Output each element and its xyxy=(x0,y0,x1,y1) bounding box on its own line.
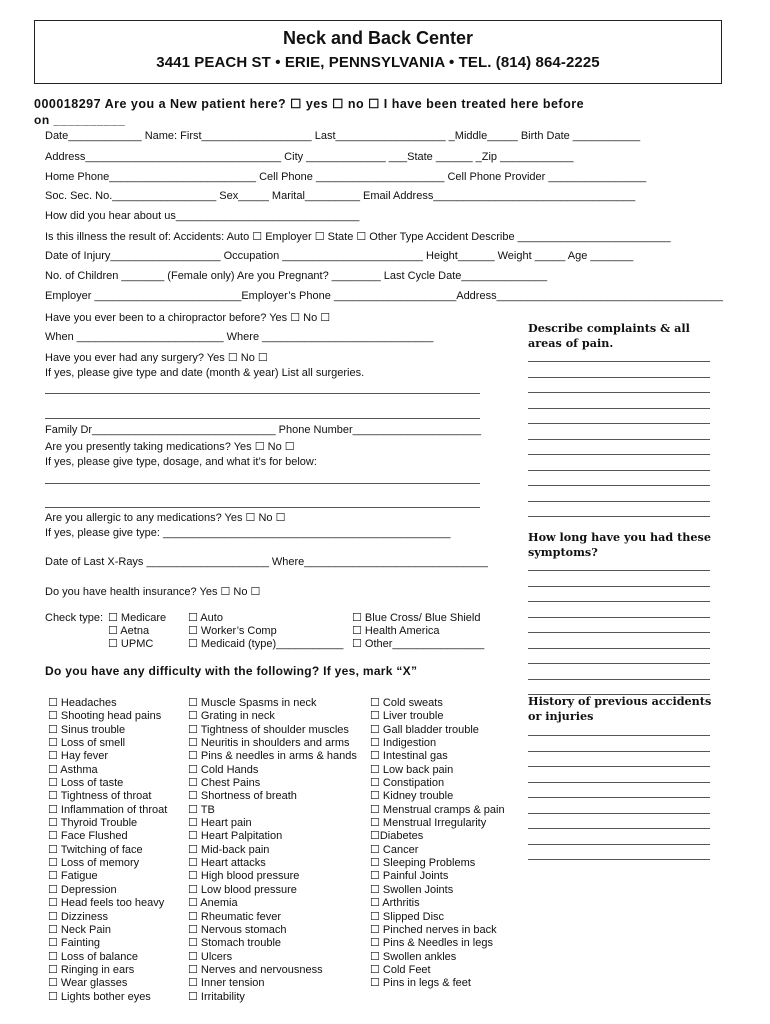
surgery-detail-line: If yes, please give type and date (month & year) List all surgeries. xyxy=(45,367,365,379)
hear-about-line[interactable]: How did you hear about us______________________________ xyxy=(45,210,360,222)
difficulty-heading: Do you have any difficulty with the following? If yes, mark “X” xyxy=(45,664,418,678)
symptom-checkbox[interactable]: ☐ Cancer xyxy=(370,843,419,856)
symptom-checkbox[interactable]: ☐ Pinched nerves in back xyxy=(370,923,497,936)
symptom-checkbox[interactable]: ☐ Liver trouble xyxy=(370,710,444,723)
blank-answer-line[interactable] xyxy=(528,632,710,633)
symptom-checkbox[interactable]: ☐ High blood pressure xyxy=(188,870,300,883)
symptom-checkbox[interactable]: ☐ Menstrual cramps & pain xyxy=(370,803,505,816)
date-name-line[interactable]: Date____________ Name: First__________________ Last__________________ _Middle_____ Birth Date ___________ xyxy=(45,130,641,142)
surgery-line[interactable]: Have you ever had any surgery? Yes ☐ No ☐ xyxy=(45,352,268,364)
symptom-checkbox[interactable]: ☐ Pins in legs & feet xyxy=(370,977,471,990)
when-where-line[interactable]: When ________________________ Where ____________________________ xyxy=(45,331,434,343)
medications-detail-line: If yes, please give type, dosage, and what it’s for below: xyxy=(45,456,317,468)
symptom-checkbox[interactable]: ☐ Pins & needles in arms & hands xyxy=(188,750,357,763)
family-dr-line[interactable]: Family Dr______________________________ Phone Number_____________________ xyxy=(45,424,482,436)
symptom-checkbox[interactable]: ☐ Sleeping Problems xyxy=(370,857,476,870)
symptom-checkbox[interactable]: ☐ Cold sweats xyxy=(370,697,443,709)
blank-answer-line[interactable] xyxy=(528,766,710,767)
insurance-line[interactable]: Do you have health insurance? Yes ☐ No ☐ xyxy=(45,586,261,598)
allergic-line[interactable]: Are you allergic to any medications? Yes ☐ No ☐ xyxy=(45,512,286,524)
blank-answer-line[interactable] xyxy=(528,516,710,517)
check-type-label: Check type: xyxy=(45,612,104,624)
symptom-checkbox[interactable]: ☐ Heart pain xyxy=(188,817,252,830)
insurance-option[interactable]: ☐ UPMC xyxy=(108,638,154,650)
injury-line[interactable]: Date of Injury__________________ Occupation _______________________ Height______ Weight _____ Age _______ xyxy=(45,250,634,262)
insurance-col-2 xyxy=(188,612,343,651)
blank-answer-line[interactable] xyxy=(528,617,710,618)
symptom-checkbox[interactable]: ☐ Intestinal gas xyxy=(370,750,448,763)
symptom-checkbox[interactable]: ☐ Slipped Disc xyxy=(370,910,445,923)
insurance-option[interactable]: ☐ Health America xyxy=(352,625,440,637)
ssn-line[interactable]: Soc. Sec. No._________________ Sex_____ Marital_________ Email Address_________________________________ xyxy=(45,190,636,202)
symptom-checkbox[interactable]: ☐ Anemia xyxy=(188,897,238,910)
children-line[interactable]: No. of Children _______ (Female only) Are you Pregnant? ________ Last Cycle Date______________ xyxy=(45,270,548,282)
insurance-col-1 xyxy=(108,612,166,651)
blank-answer-line[interactable] xyxy=(528,844,710,845)
allergic-detail-line[interactable]: If yes, please give type: _______________________________________________ xyxy=(45,527,451,539)
blank-answer-line[interactable] xyxy=(528,735,710,736)
symptoms-col-1 xyxy=(48,697,167,1004)
symptom-checkbox[interactable]: ☐ Stomach trouble xyxy=(188,937,282,950)
symptom-checkbox[interactable]: ☐ Ringing in ears xyxy=(48,963,135,976)
clinic-header xyxy=(34,20,722,84)
symptom-checkbox[interactable]: ☐ Hay fever xyxy=(48,750,108,763)
surgery-blank-2[interactable] xyxy=(45,418,480,419)
symptom-checkbox[interactable]: ☐Diabetes xyxy=(370,830,424,843)
insurance-option[interactable]: ☐ Medicaid (type)___________ xyxy=(188,638,344,650)
history-heading: History of previous accidents or injuries xyxy=(528,694,712,723)
symptom-checkbox[interactable]: ☐ Heart Palpitation xyxy=(188,830,283,843)
symptom-checkbox[interactable]: ☐ Cold Feet xyxy=(370,963,431,976)
blank-answer-line[interactable] xyxy=(528,648,710,649)
symptom-checkbox[interactable]: ☐ Constipation xyxy=(370,777,445,790)
symptom-checkbox[interactable]: ☐ Fatigue xyxy=(48,870,98,883)
address-line[interactable]: Address________________________________ City _____________ ___State ______ _Zip ____________ xyxy=(45,151,574,163)
blank-answer-line[interactable] xyxy=(528,485,710,486)
symptom-checkbox[interactable]: ☐ Heart attacks xyxy=(188,857,266,870)
symptom-checkbox[interactable]: ☐ Dizziness xyxy=(48,910,108,923)
symptom-checkbox[interactable]: ☐ Tightness of throat xyxy=(48,790,152,803)
complaints-heading: Describe complaints & all areas of pain. xyxy=(528,321,690,350)
symptom-checkbox[interactable]: ☐ Inflammation of throat xyxy=(48,803,168,816)
symptom-checkbox[interactable]: ☐ Nerves and nervousness xyxy=(188,963,323,976)
symptom-checkbox[interactable]: ☐ Inner tension xyxy=(188,977,265,990)
blank-answer-line[interactable] xyxy=(528,859,710,860)
blank-answer-line[interactable] xyxy=(528,423,710,424)
symptom-checkbox[interactable]: ☐ Swollen ankles xyxy=(370,950,457,963)
blank-answer-line[interactable] xyxy=(528,679,710,680)
symptom-checkbox[interactable]: ☐ Loss of balance xyxy=(48,950,138,963)
symptom-checkbox[interactable]: ☐ Kidney trouble xyxy=(370,790,454,803)
symptom-checkbox[interactable]: ☐ Low blood pressure xyxy=(188,883,297,896)
symptoms-col-3 xyxy=(370,697,505,991)
symptom-checkbox[interactable]: ☐ Loss of taste xyxy=(48,777,124,790)
symptom-checkbox[interactable]: ☐ Indigestion xyxy=(370,737,437,750)
symptom-checkbox[interactable]: ☐ Neck Pain xyxy=(48,923,112,936)
symptom-checkbox[interactable]: ☐ Menstrual Irregularity xyxy=(370,817,487,830)
employer-line[interactable]: Employer ________________________Employer’s Phone ____________________Address_____________________________________ xyxy=(45,290,723,302)
blank-answer-line[interactable] xyxy=(528,570,710,571)
blank-answer-line[interactable] xyxy=(528,454,710,455)
symptom-checkbox[interactable]: ☐ Loss of smell xyxy=(48,737,126,750)
symptom-checkbox[interactable]: ☐ Shortness of breath xyxy=(188,790,297,803)
insurance-option[interactable]: ☐ Medicare xyxy=(108,612,167,624)
symptom-checkbox[interactable]: ☐ Loss of memory xyxy=(48,857,140,870)
symptom-checkbox[interactable]: ☐ Chest Pains xyxy=(188,777,261,790)
symptom-checkbox[interactable]: ☐ Thyroid Trouble xyxy=(48,817,138,830)
symptom-checkbox[interactable]: ☐ Pins & Needles in legs xyxy=(370,937,493,950)
symptom-checkbox[interactable]: ☐ Painful Joints xyxy=(370,870,449,883)
symptom-checkbox[interactable]: ☐ Sinus trouble xyxy=(48,723,126,736)
symptom-checkbox[interactable]: ☐ Tightness of shoulder muscles xyxy=(188,723,349,736)
symptom-checkbox[interactable]: ☐ Nervous stomach xyxy=(188,923,287,936)
blank-answer-line[interactable] xyxy=(528,501,710,502)
medications-blank-1[interactable] xyxy=(45,483,480,484)
illness-line[interactable]: Is this illness the result of: Accidents: Auto ☐ Employer ☐ State ☐ Other Type Accident Describe _________________________ xyxy=(45,231,671,243)
symptom-checkbox[interactable]: ☐ Twitching of face xyxy=(48,843,143,856)
symptom-checkbox[interactable]: ☐ Irritability xyxy=(188,990,245,1003)
symptom-checkbox[interactable]: ☐ Head feels too heavy xyxy=(48,897,165,910)
xray-line[interactable]: Date of Last X-Rays ____________________ Where______________________________ xyxy=(45,556,488,568)
symptom-checkbox[interactable]: ☐ Swollen Joints xyxy=(370,883,454,896)
blank-answer-line[interactable] xyxy=(528,408,710,409)
clinic-title: Neck and Back Center xyxy=(282,28,474,48)
blank-answer-line[interactable] xyxy=(528,813,710,814)
symptom-checkbox[interactable]: ☐ Face Flushed xyxy=(48,830,128,843)
symptom-checkbox[interactable]: ☐ Asthma xyxy=(48,763,98,776)
symptom-checkbox[interactable]: ☐ Cold Hands xyxy=(188,763,259,776)
medications-line[interactable]: Are you presently taking medications? Yes ☐ No ☐ xyxy=(45,441,295,453)
symptom-checkbox[interactable]: ☐ Fainting xyxy=(48,937,101,950)
insurance-option[interactable]: ☐ Worker’s Comp xyxy=(188,625,277,637)
symptom-checkbox[interactable]: ☐ Neuritis in shoulders and arms xyxy=(188,737,350,750)
insurance-option[interactable]: ☐ Aetna xyxy=(108,625,150,637)
symptom-checkbox[interactable]: ☐ Grating in neck xyxy=(188,710,275,723)
surgery-blank-1[interactable] xyxy=(45,393,480,394)
chiropractor-line[interactable]: Have you ever been to a chiropractor before? Yes ☐ No ☐ xyxy=(45,312,331,324)
symptom-checkbox[interactable]: ☐ Muscle Spasms in neck xyxy=(188,697,317,709)
symptom-checkbox[interactable]: ☐ Lights bother eyes xyxy=(48,990,151,1003)
symptom-checkbox[interactable]: ☐ Low back pain xyxy=(370,763,454,776)
new-patient-question[interactable]: 000018297 Are you a New patient here? ☐ yes ☐ no ☐ I have been treated here before xyxy=(34,97,585,111)
insurance-option[interactable]: ☐ Blue Cross/ Blue Shield xyxy=(352,612,481,624)
symptom-checkbox[interactable]: ☐ Mid-back pain xyxy=(188,843,270,856)
blank-answer-line[interactable] xyxy=(528,361,710,362)
symptom-checkbox[interactable]: ☐ Wear glasses xyxy=(48,977,128,990)
blank-answer-line[interactable] xyxy=(528,601,710,602)
symptom-checkbox[interactable]: ☐ TB xyxy=(188,803,215,816)
clinic-address: 3441 PEACH ST • ERIE, PENNSYLVANIA • TEL. (814) 864-2225 xyxy=(156,54,600,71)
blank-answer-line[interactable] xyxy=(528,470,710,471)
symptom-checkbox[interactable]: ☐ Ulcers xyxy=(188,950,233,963)
blank-answer-line[interactable] xyxy=(528,377,710,378)
blank-answer-line[interactable] xyxy=(528,782,710,783)
blank-answer-line[interactable] xyxy=(528,797,710,798)
symptom-checkbox[interactable]: ☐ Arthritis xyxy=(370,897,420,910)
symptom-checkbox[interactable]: ☐ Headaches xyxy=(48,697,117,709)
medications-blank-2[interactable] xyxy=(45,507,480,508)
symptom-checkbox[interactable]: ☐ Depression xyxy=(48,883,117,896)
treated-before-on[interactable]: on __________ xyxy=(34,113,126,127)
blank-answer-line[interactable] xyxy=(528,751,710,752)
symptom-checkbox[interactable]: ☐ Rheumatic fever xyxy=(188,910,282,923)
duration-heading: How long have you had these symptoms? xyxy=(528,530,711,559)
insurance-col-3 xyxy=(352,612,484,651)
symptoms-col-2 xyxy=(188,697,357,1004)
symptom-checkbox[interactable]: ☐ Shooting head pains xyxy=(48,710,162,723)
blank-answer-line[interactable] xyxy=(528,828,710,829)
phone-line[interactable]: Home Phone________________________ Cell Phone _____________________ Cell Phone Provider ________________ xyxy=(45,171,647,183)
blank-answer-line[interactable] xyxy=(528,392,710,393)
blank-answer-line[interactable] xyxy=(528,439,710,440)
blank-answer-line[interactable] xyxy=(528,586,710,587)
symptom-checkbox[interactable]: ☐ Gall bladder trouble xyxy=(370,723,479,736)
blank-answer-line[interactable] xyxy=(528,663,710,664)
insurance-option[interactable]: ☐ Auto xyxy=(188,612,223,624)
insurance-option[interactable]: ☐ Other_______________ xyxy=(352,638,485,650)
